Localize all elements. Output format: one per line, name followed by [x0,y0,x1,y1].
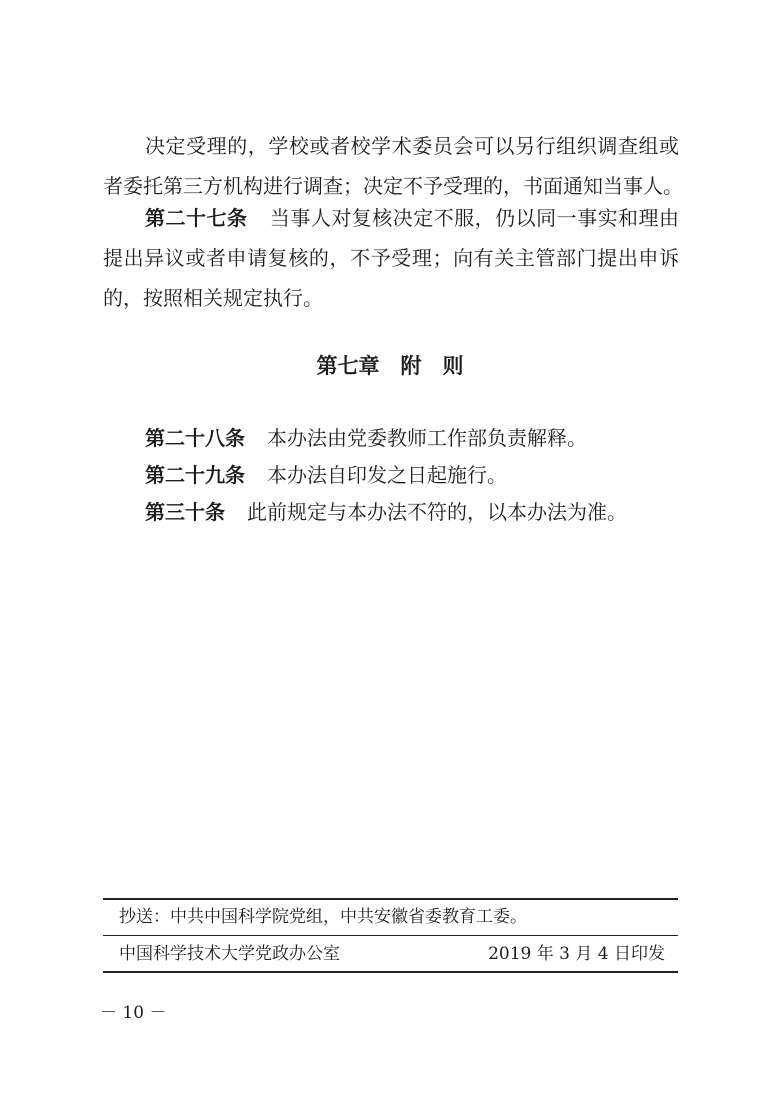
continued-paragraph [103,126,683,206]
article-text: 本办法自印发之日起施行。 [267,463,507,487]
paragraph-line: 提出异议或者申请复核的，不予受理；向有关主管部门提出申诉 [103,246,679,270]
article-first-line [103,198,679,238]
issuer-name: 中国科学技术大学党政办公室 [119,944,340,964]
paragraph-line: 决定受理的，学校或者校学术委员会可以另行组织调查组或 [145,134,679,158]
article-title: 第二十八条 [145,426,245,450]
article-title: 第二十七条 [145,206,248,230]
article-title: 第三十条 [145,500,225,524]
footer-middle-rule [103,935,678,936]
footer-bottom-rule [103,971,678,973]
article-title: 第二十九条 [145,463,245,487]
article-30 [103,492,679,532]
chapter-heading: 第七章 附 则 [316,354,464,378]
issue-date: 2019 年 3 月 4 日印发 [488,944,665,964]
paragraph-line: 的，按照相关规定执行。 [103,286,323,310]
article-text: 本办法由党委教师工作部负责解释。 [267,426,587,450]
paragraph-line: 者委托第三方机构进行调查；决定不予受理的，书面通知当事人。 [103,174,683,198]
article-28 [103,418,679,458]
article-29 [103,455,679,495]
cc-line: 抄送：中共中国科学院党组，中共安徽省委教育工委。 [119,907,527,927]
issuer-line [119,942,665,966]
article-27 [103,198,679,318]
article-text: 当事人对复核决定不服，仍以同一事实和理由 [269,206,680,230]
article-text: 此前规定与本办法不符的，以本办法为准。 [247,500,627,524]
footer-top-rule [103,898,678,900]
page-number: － 10 － [100,1003,167,1023]
